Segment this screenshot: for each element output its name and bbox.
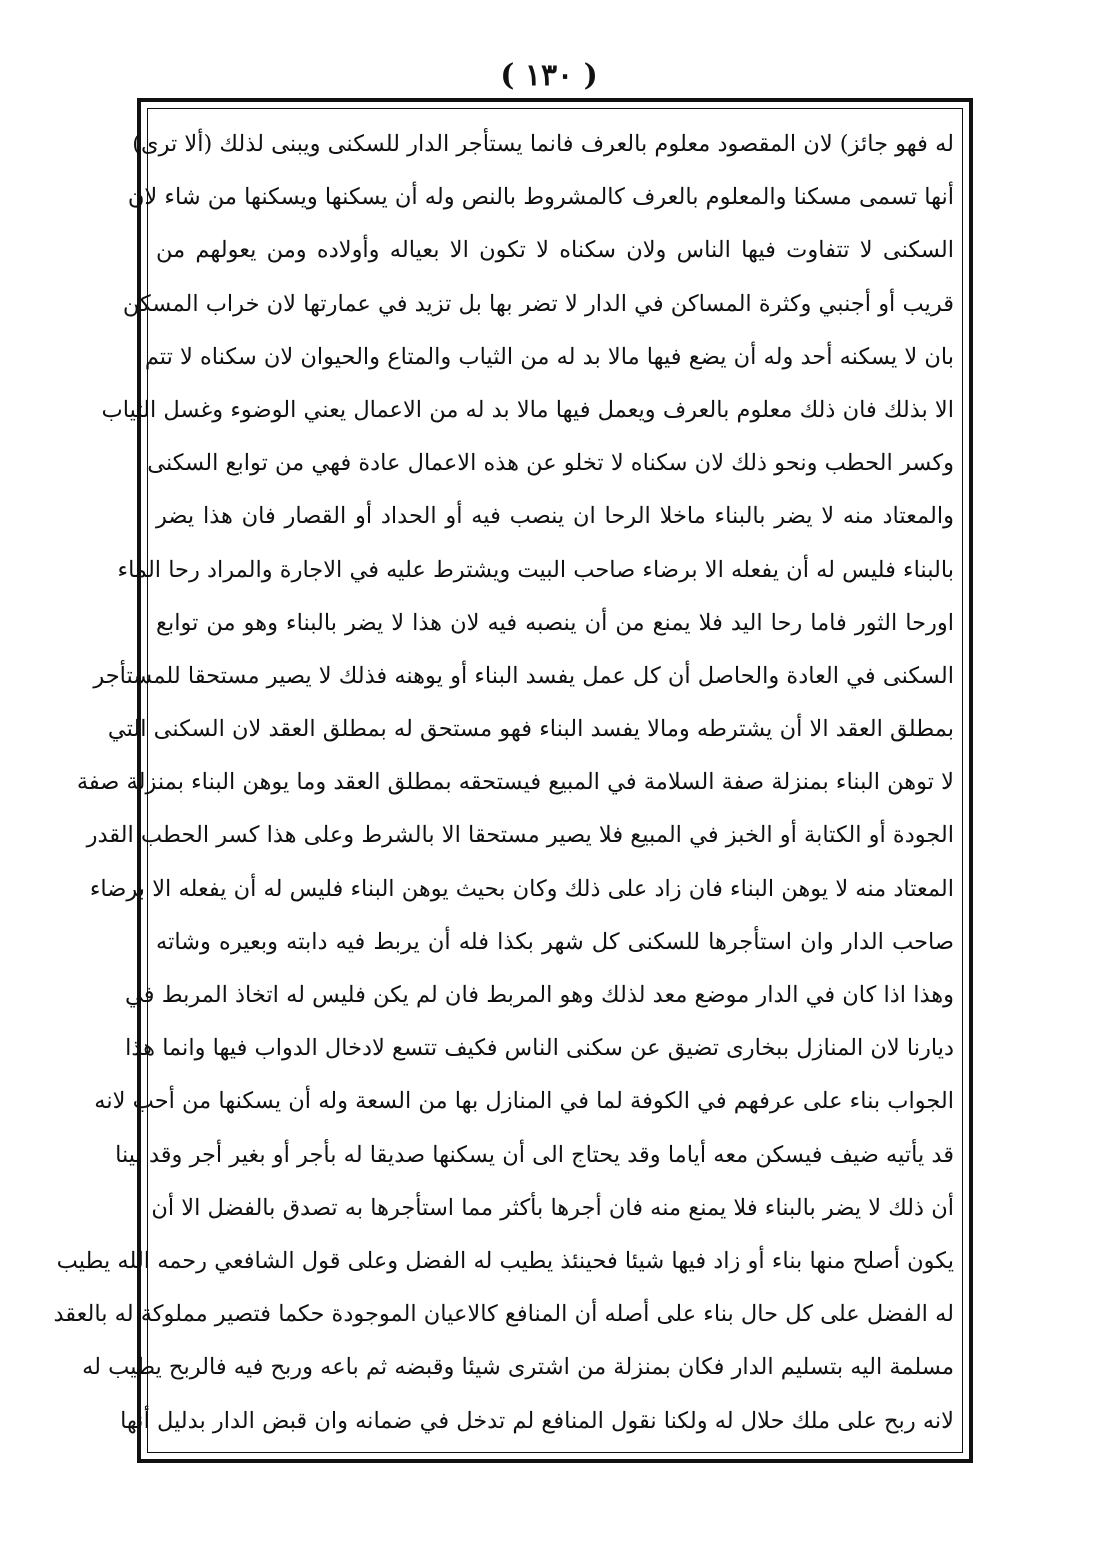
text-line: له الفضل على كل حال بناء على أصله أن المنافع كالاعيان الموجودة حكما فتصير مملوكة له بالعقد <box>53 1301 954 1328</box>
text-line: والمعتاد منه لا يضر بالبناء ماخلا الرحا ان ينصب فيه أو الحداد أو القصار فان هذا يضر <box>156 503 954 530</box>
text-line: المعتاد منه لا يوهن البناء فان زاد على ذلك وكان بحيث يوهن البناء فليس له أن يفعله الا برضاء <box>89 875 954 902</box>
text-line: الا بذلك فان ذلك معلوم بالعرف ويعمل فيها مالا بد له من الاعمال يعني الوضوء وغسل الثياب <box>101 396 954 423</box>
text-line: اورحا الثور فاما رحا اليد فلا يمنع من أن ينصبه فيه لان هذا لا يضر بالبناء وهو من توابع <box>156 609 954 636</box>
text-line: بمطلق العقد الا أن يشترطه ومالا يفسد البناء فهو مستحق له بمطلق العقد لان السكنى التي <box>107 716 954 743</box>
text-line: بالبناء فليس له أن يفعله الا برضاء صاحب البيت ويشترط عليه في الاجارة والمراد رحا الماء <box>117 556 954 583</box>
text-line: أنها تسمى مسكنا والمعلوم بالعرف كالمشروط بالنص وله أن يسكنها ويسكنها من شاء لان <box>127 184 954 211</box>
text-line: الجودة أو الكتابة أو الخبز في المبيع فلا يصير مستحقا الا بالشرط وعلى هذا كسر الحطب القدر <box>86 822 954 849</box>
page-number: ( ١٣٠ ) <box>500 58 598 93</box>
text-line: لانه ربح على ملك حلال له ولكنا نقول المنافع لم تدخل في ضمانه وان قبض الدار بدليل أنها <box>120 1407 954 1434</box>
text-line: له فهو جائز) لان المقصود معلوم بالعرف فانما يستأجر الدار للسكنى ويبنى لذلك (ألا ترى) <box>132 131 954 157</box>
text-line: ديارنا لان المنازل ببخارى تضيق عن سكنى الناس فكيف تتسع لادخال الدواب فيها وانما هذا <box>125 1035 954 1062</box>
text-line: وكسر الحطب ونحو ذلك لان سكناه لا تخلو عن هذه الاعمال عادة فهي من توابع السكنى <box>147 450 954 477</box>
body-text <box>53 118 954 1448</box>
text-line: قريب أو أجنبي وكثرة المساكن في الدار لا تضر بها بل تزيد في عمارتها لان خراب المسكن <box>122 290 954 317</box>
text-line: يكون أصلح منها بناء أو زاد فيها شيئا فحينئذ يطيب له الفضل وعلى قول الشافعي رحمه الله يطيب <box>56 1247 954 1274</box>
text-line: السكنى لا تتفاوت فيها الناس ولان سكناه لا تكون الا بعياله وأولاده ومن يعولهم من <box>156 237 954 264</box>
text-line: مسلمة اليه بتسليم الدار فكان بمنزلة من اشترى شيئا وقبضه ثم باعه وربح فيه فالربح يطيب له <box>82 1354 954 1381</box>
text-line: قد يأتيه ضيف فيسكن معه أياما وقد يحتاج الى أن يسكنها صديقا له بأجر أو بغير أجر وقد بينا <box>115 1141 954 1168</box>
text-line: الجواب بناء على عرفهم في الكوفة لما في المنازل بها من السعة وله أن يسكنها من أحب لانه <box>94 1088 954 1115</box>
text-line: السكنى في العادة والحاصل أن كل عمل يفسد البناء أو يوهنه فذلك لا يصير مستحقا للمستأجر <box>93 662 954 689</box>
text-line: وهذا اذا كان في الدار موضع معد لذلك وهو المربط فان لم يكن فليس له اتخاذ المربط في <box>125 982 954 1008</box>
text-line: أن ذلك لا يضر بالبناء فلا يمنع منه فان أجرها بأكثر مما استأجرها به تصدق بالفضل الا أن <box>151 1194 954 1221</box>
text-line: بان لا يسكنه أحد وله أن يضع فيها مالا بد له من الثياب والمتاع والحيوان لان سكناه لا تتم <box>144 343 954 370</box>
text-line: صاحب الدار وان استأجرها للسكنى كل شهر بكذا فله أن يربط فيه دابته وبعيره وشاته <box>156 928 954 955</box>
text-line: لا توهن البناء بمنزلة صفة السلامة في المبيع فيستحقه بمطلق العقد وما يوهن البناء بمنزلة صفة <box>76 769 954 796</box>
